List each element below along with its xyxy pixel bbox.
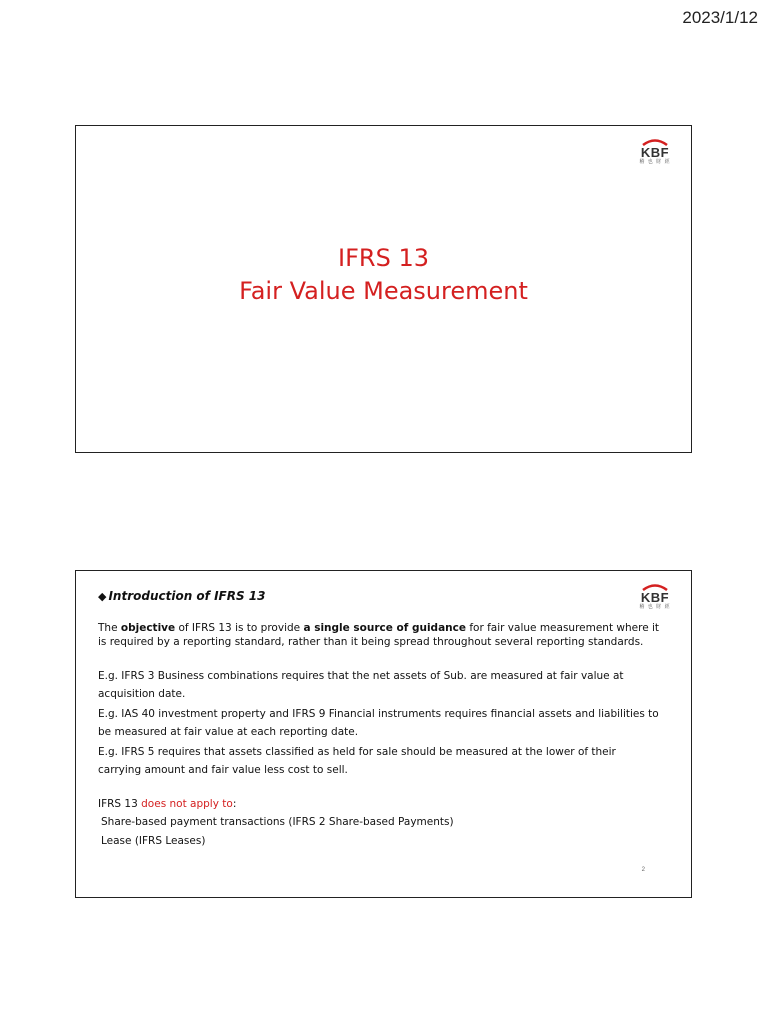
title-line-1: IFRS 13 (338, 244, 429, 272)
page-number: 2 (641, 867, 645, 873)
kbf-logo: KBF 稽 也 財 經 (637, 583, 673, 609)
exclusion-item: Lease (IFRS Leases) (101, 835, 206, 847)
example-2: E.g. IAS 40 investment property and IFRS 9 Financial instruments requires financial assets and liabilities to be measured at fair value at each reporting date. (98, 708, 659, 738)
slide-2 (75, 570, 692, 898)
example-1: E.g. IFRS 3 Business combinations requires that the net assets of Sub. are measured at fair value at acquisition date. (98, 670, 624, 700)
not-apply-heading: IFRS 13 does not apply to: (98, 798, 237, 810)
kbf-logo: KBF 稽 也 財 經 (637, 138, 673, 164)
slide-title (76, 242, 691, 308)
exclusion-item: Share-based payment transactions (IFRS 2 Share-based Payments) (101, 816, 454, 828)
slide-1 (75, 125, 692, 453)
section-heading: ◆ Introduction of IFRS 13 (98, 589, 266, 603)
objective-paragraph: The objective of IFRS 13 is to provide a single source of guidance for fair value measurement where it is required by a reporting standard, rather than it being spread throughout several reporting standards. (98, 622, 660, 648)
title-line-2: Fair Value Measurement (239, 277, 528, 305)
diamond-bullet-icon: ◆ (98, 590, 107, 603)
example-3: E.g. IFRS 5 requires that assets classified as held for sale should be measured at the lower of their carrying amount and fair value less cost to sell. (98, 746, 616, 776)
print-date: 2023/1/12 (682, 8, 758, 27)
slide-2-content (98, 589, 661, 851)
